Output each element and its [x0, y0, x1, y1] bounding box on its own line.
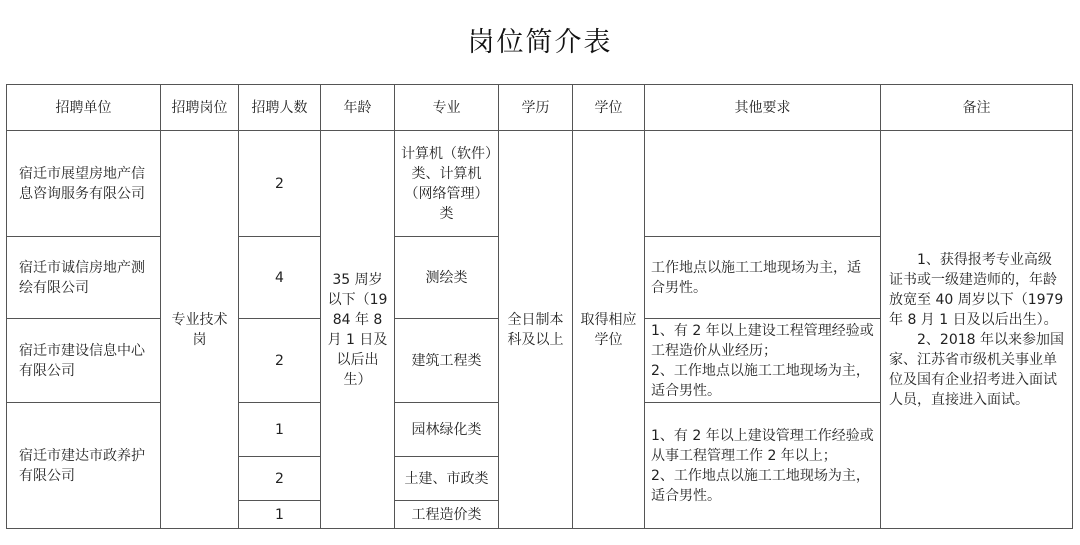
major-cell: 测绘类 — [395, 237, 499, 319]
count-cell: 1 — [239, 403, 321, 457]
other-line: 1、有 2 年以上建设管理工作经验或从事工程管理工作 2 年以上； — [651, 427, 874, 464]
major-cell: 计算机（软件）类、计算机（网络管理）类 — [395, 131, 499, 237]
other-line: 1、有 2 年以上建设工程管理经验或工程造价从业经历； — [651, 322, 874, 359]
count-cell: 2 — [239, 319, 321, 403]
major-cell: 园林绿化类 — [395, 403, 499, 457]
count-cell: 2 — [239, 457, 321, 501]
other-cell: 工作地点以施工工地现场为主，适合男性。 — [645, 237, 881, 319]
note-line: 1、获得报考专业高级证书或一级建造师的，年龄放宽至 40 周岁以下（1979 年 8 月 1 日及以后出生）。 — [889, 251, 1064, 328]
education-cell: 全日制本科及以上 — [499, 131, 573, 529]
header-row — [7, 85, 1073, 131]
major-cell: 工程造价类 — [395, 501, 499, 529]
note-cell — [881, 131, 1073, 529]
header-other: 其他要求 — [645, 85, 881, 131]
other-line: 2、工作地点以施工工地现场为主，适合男性。 — [651, 467, 870, 504]
header-degree: 学位 — [573, 85, 645, 131]
header-count: 招聘人数 — [239, 85, 321, 131]
other-cell — [645, 403, 881, 529]
count-cell: 4 — [239, 237, 321, 319]
unit-cell: 宿迁市建达市政养护有限公司 — [7, 403, 161, 529]
job-table — [6, 84, 1073, 529]
unit-cell: 宿迁市诚信房地产测绘有限公司 — [7, 237, 161, 319]
header-age: 年龄 — [321, 85, 395, 131]
count-cell: 2 — [239, 131, 321, 237]
count-cell: 1 — [239, 501, 321, 529]
age-cell: 35 周岁以下（1984 年 8 月 1 日及以后出生） — [321, 131, 395, 529]
other-cell — [645, 131, 881, 237]
header-education: 学历 — [499, 85, 573, 131]
header-major: 专业 — [395, 85, 499, 131]
table-row — [7, 131, 1073, 237]
unit-cell: 宿迁市展望房地产信息咨询服务有限公司 — [7, 131, 161, 237]
unit-cell: 宿迁市建设信息中心有限公司 — [7, 319, 161, 403]
page-title: 岗位简介表 — [467, 27, 613, 58]
note-line: 2、2018 年以来参加国家、江苏省市级机关事业单位及国有企业招考进入面试人员，直接进入面试。 — [889, 331, 1064, 408]
major-cell: 建筑工程类 — [395, 319, 499, 403]
degree-cell: 取得相应学位 — [573, 131, 645, 529]
other-line: 2、工作地点以施工工地现场为主，适合男性。 — [651, 362, 870, 399]
header-position: 招聘岗位 — [161, 85, 239, 131]
other-cell — [645, 319, 881, 403]
position-cell: 专业技术岗 — [161, 131, 239, 529]
header-note: 备注 — [881, 85, 1073, 131]
header-unit: 招聘单位 — [7, 85, 161, 131]
major-cell: 土建、市政类 — [395, 457, 499, 501]
